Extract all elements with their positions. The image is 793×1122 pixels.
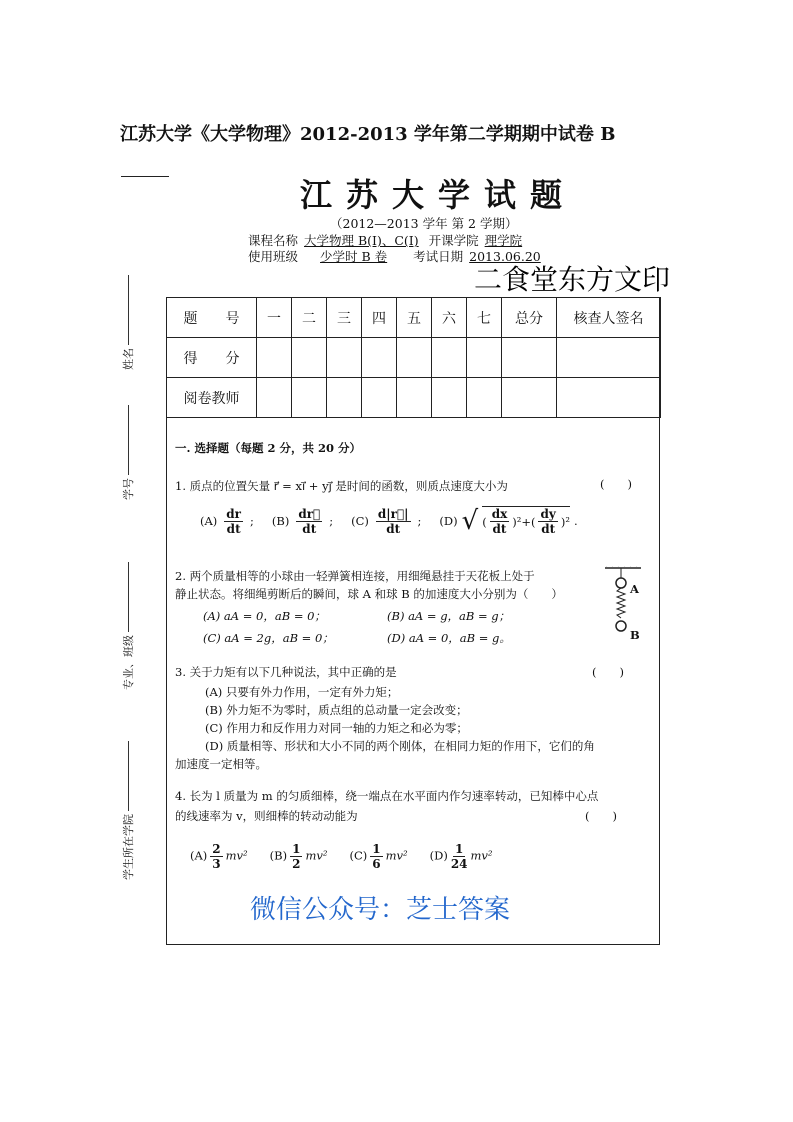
- q3-option-a: (A) 只要有外力作用，一定有外力矩；: [205, 685, 399, 699]
- q3-option-d-2: 加速度一定相等。: [175, 757, 267, 771]
- expression: mv²: [385, 848, 408, 863]
- cell: [397, 378, 432, 418]
- q2-option-d: (D) aA = 0，aB = g。: [387, 631, 511, 645]
- cell: [557, 378, 661, 418]
- fraction: [451, 842, 468, 871]
- q4-option-a: [190, 842, 248, 871]
- field-label: 学生所在学院: [122, 814, 135, 880]
- fraction: [490, 507, 510, 536]
- field-line: [128, 275, 129, 345]
- table-header: 四: [362, 298, 397, 338]
- table-header: 三: [327, 298, 362, 338]
- score-table: [166, 297, 661, 418]
- class-label: 使用班级: [248, 249, 299, 264]
- expression: mv²: [305, 848, 328, 863]
- cell: [292, 378, 327, 418]
- print-shop-stamp: 二食堂东方文印: [474, 263, 671, 296]
- table-header: 七: [467, 298, 502, 338]
- numerator: 1: [292, 842, 301, 856]
- table-row: [167, 378, 661, 418]
- class-value: 少学时 B 卷: [320, 249, 388, 264]
- cell: [257, 338, 292, 378]
- date-label: 考试日期: [413, 249, 464, 264]
- field-line: [128, 562, 129, 632]
- q1-stem: 1. 质点的位置矢量 r⃗ = xi⃗ + yj⃗ 是时间的函数，则质点速度大小为: [175, 479, 508, 493]
- field-label: 学号: [122, 478, 135, 500]
- denominator: dt: [386, 521, 401, 536]
- denominator: dt: [226, 521, 241, 536]
- numerator: 1: [455, 842, 464, 856]
- field-line: [128, 741, 129, 811]
- table-header: 核查人签名: [557, 298, 661, 338]
- q3-option-c: (C) 作用力和反作用力对同一轴的力矩之和必为零；: [205, 721, 468, 735]
- cell: [257, 378, 292, 418]
- row-label: 阅卷教师: [167, 378, 257, 418]
- fraction: [210, 842, 222, 871]
- denominator: dt: [492, 522, 507, 536]
- q1-options: (A) $\frac{dr}{dt}$ ; (B) $\frac{dr⃗}{dt}$ ; (C) $\frac{d|r⃗|}{dt}$ ; (D) √ ( $\frac{dx}{dt}$ )²+( $\frac{dy}{dt}$ )² .: [200, 506, 578, 536]
- cell: [502, 338, 557, 378]
- field-label: 姓名: [122, 348, 135, 370]
- fraction: [376, 507, 411, 536]
- watermark: 微信公众号：芝士答案: [250, 895, 511, 925]
- numerator: 2: [212, 842, 221, 856]
- divider: [121, 176, 169, 177]
- table-header: 六: [432, 298, 467, 338]
- q4-options: [190, 842, 493, 871]
- option-label: (D): [439, 514, 458, 528]
- course-line: [248, 233, 528, 248]
- cell: [432, 378, 467, 418]
- option-label: (D): [429, 848, 448, 863]
- q2-option-b: (B) aA = g，aB = g；: [387, 609, 511, 623]
- numerator: dy: [540, 507, 556, 521]
- fraction: [370, 842, 382, 871]
- cell: [502, 378, 557, 418]
- q4-option-d: [430, 842, 493, 871]
- numerator: dx: [491, 507, 508, 521]
- option-label: (A): [190, 848, 208, 863]
- cell: [467, 338, 502, 378]
- cell: [292, 338, 327, 378]
- exam-title: 江苏大学试题: [300, 176, 577, 214]
- cell: [327, 378, 362, 418]
- numerator: dr⃗: [298, 506, 321, 521]
- table-header: 一: [257, 298, 292, 338]
- numerator: dr: [226, 506, 241, 521]
- expression: mv²: [470, 848, 493, 863]
- q4-stem-1: 4. 长为 l 质量为 m 的匀质细棒，绕一端点在水平面内作匀速率转动，已知棒中心点: [175, 789, 599, 803]
- q4-option-c: [349, 842, 407, 871]
- table-header: 题 号: [167, 298, 257, 338]
- sqrt-body: ( $\frac{dx}{dt}$ )²+( $\frac{dy}{dt}$ )²: [482, 507, 570, 536]
- sqrt-icon: √: [461, 506, 479, 536]
- college-label: 开课学院: [428, 233, 479, 248]
- fraction: [290, 842, 302, 871]
- side-field-college: [120, 741, 136, 880]
- side-field-id: [120, 405, 136, 500]
- table-header: 二: [292, 298, 327, 338]
- row-label: 得 分: [167, 338, 257, 378]
- fraction: [224, 507, 243, 536]
- class-line: [248, 249, 547, 264]
- table-row: [167, 338, 661, 378]
- cell: [467, 378, 502, 418]
- side-field-name: [120, 275, 136, 370]
- course-value: 大学物理 B(I)、C(I): [304, 233, 419, 248]
- denominator: 6: [372, 857, 381, 871]
- q3-answer-blank: ( ): [592, 665, 624, 679]
- denominator: 2: [292, 857, 301, 871]
- term: （2012—2013 学年 第 2 学期）: [330, 216, 518, 231]
- q2-option-c: (C) aA = 2g，aB = 0；: [203, 631, 334, 645]
- date-value: 2013.06.20: [469, 249, 541, 264]
- q2-stem-2: 静止状态。将细绳剪断后的瞬间，球 A 和球 B 的加速度大小分别为（ ）: [175, 587, 563, 601]
- cell: [362, 338, 397, 378]
- numerator: 1: [372, 842, 381, 856]
- cell: [557, 338, 661, 378]
- ball-b-label: B: [630, 628, 640, 642]
- q2-stem-1: 2. 两个质量相等的小球由一轻弹簧相连接，用细绳悬挂于天花板上处于: [175, 569, 535, 583]
- q4-option-b: [270, 842, 328, 871]
- document-title: 江苏大学《大学物理》2012-2013 学年第二学期期中试卷 B: [120, 124, 616, 145]
- numerator: d|r⃗|: [377, 506, 409, 521]
- ball-a-label: A: [630, 582, 639, 596]
- denominator: dt: [541, 522, 556, 536]
- college-value: 理学院: [484, 233, 523, 248]
- field-line: [128, 405, 129, 475]
- q4-answer-blank: ( ): [585, 809, 617, 823]
- table-header: 总分: [502, 298, 557, 338]
- fraction: [296, 507, 322, 536]
- option-label: (C): [351, 514, 369, 528]
- side-field-major: [120, 562, 136, 690]
- cell: [362, 378, 397, 418]
- option-label: (B): [271, 514, 290, 528]
- denominator: 24: [450, 857, 468, 871]
- option-label: (B): [269, 848, 288, 863]
- section-heading: 一. 选择题（每题 2 分，共 20 分）: [175, 441, 362, 455]
- q3-option-b: (B) 外力矩不为零时，质点组的总动量一定会改变；: [205, 703, 468, 717]
- field-label: 专业、班级: [122, 635, 135, 690]
- table-row: [167, 298, 661, 338]
- option-label: (C): [349, 848, 368, 863]
- fraction: [538, 507, 557, 536]
- cell: [432, 338, 467, 378]
- cell: [397, 338, 432, 378]
- q1-answer-blank: ( ): [600, 477, 632, 491]
- denominator: 3: [212, 857, 221, 871]
- q4-stem-2: 的线速率为 v，则细棒的转动动能为: [175, 809, 358, 823]
- course-label: 课程名称: [248, 233, 299, 248]
- cell: [327, 338, 362, 378]
- expression: mv²: [225, 848, 248, 863]
- denominator: dt: [302, 521, 317, 536]
- q2-option-a: (A) aA = 0，aB = 0；: [203, 609, 326, 623]
- option-label: (A): [200, 514, 218, 528]
- q3-stem: 3. 关于力矩有以下几种说法，其中正确的是: [175, 665, 397, 679]
- q3-option-d-1: (D) 质量相等、形状和大小不同的两个刚体，在相同力矩的作用下，它们的角: [205, 739, 595, 753]
- table-header: 五: [397, 298, 432, 338]
